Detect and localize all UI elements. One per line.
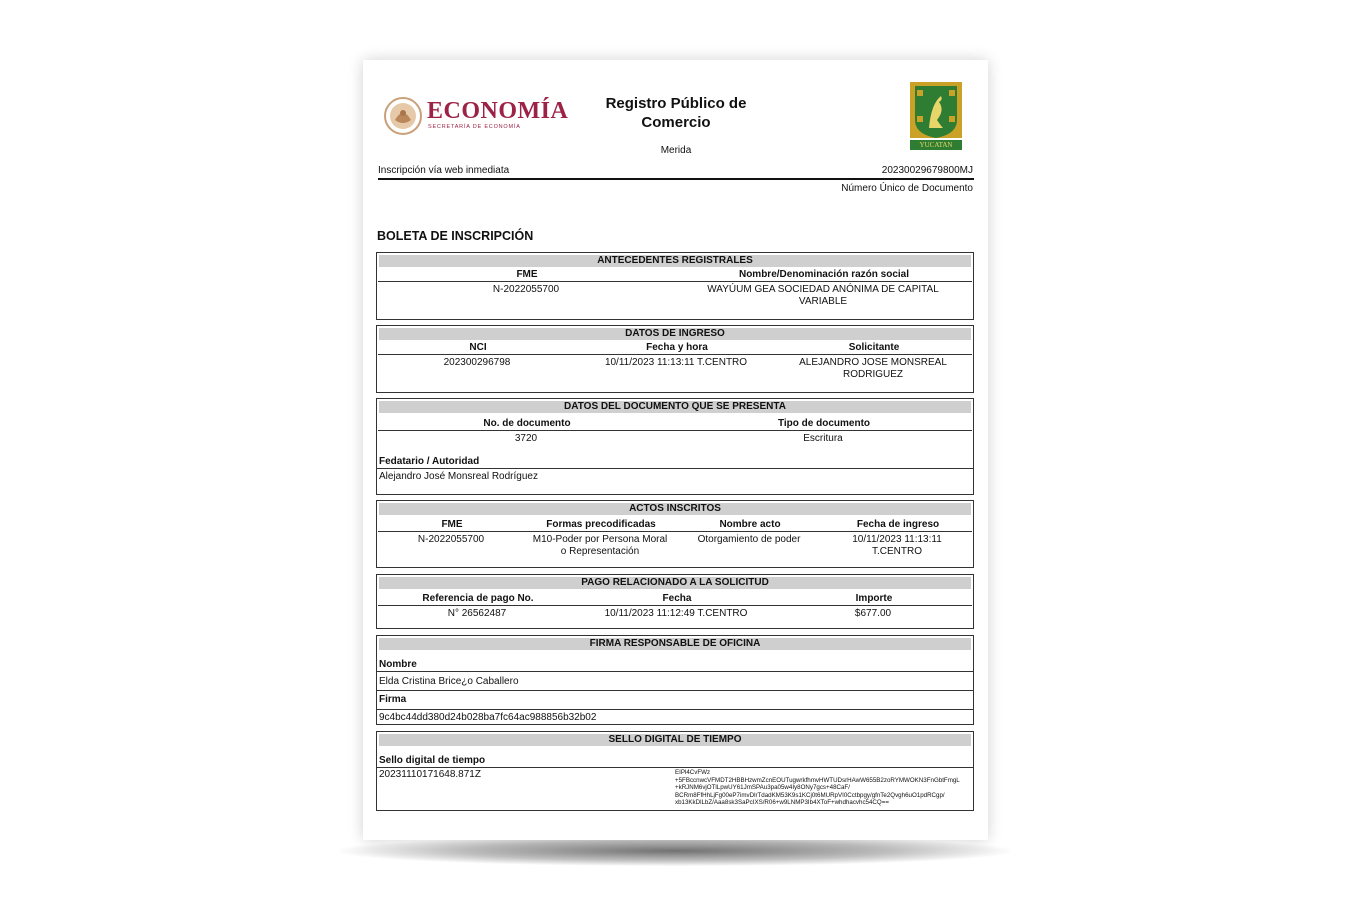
col-nombre: Nombre/Denominación razón social xyxy=(738,269,910,280)
table-header-row xyxy=(378,340,972,355)
table-header-row xyxy=(378,517,972,532)
section-heading: ANTECEDENTES REGISTRALES xyxy=(379,255,971,267)
section-heading: PAGO RELACIONADO A LA SOLICITUD xyxy=(379,577,971,589)
col-tipo-documento: Tipo de documento xyxy=(777,418,871,429)
section-heading: DATOS DE INGRESO xyxy=(379,328,971,340)
nci-value: 202300296798 xyxy=(443,357,511,368)
shield-label: YUCATAN xyxy=(919,141,953,149)
fecha-line: T.CENTRO xyxy=(872,546,922,557)
section-heading: DATOS DEL DOCUMENTO QUE SE PRESENTA xyxy=(379,401,971,413)
sello-hash: EIPl4CvFWz +5FBccnwcVFMDT2HBBHzwmZcnEOUTugwrkfhmvHWTUDsrHAwW655B2zoRYMWOKN3FnGbtFmgL +kRJNM6vjOTlLpwUY61JmSPAu3pa05w4Iy8ONy7gcs+48CaF/ BCRm8FfHhLjFg00eP7imvDlrTdadKM53K9s1KCj0t6MURpVI0Cctbpgy/gfnTe2Qvgh6uO1pdRCgp/ xb13KkDlLbZ/Aaa8sk3SaPcIXS/R06+w9LNMP3Ib4XToF+whdhacvhc54CQ== xyxy=(675,769,960,806)
table-row xyxy=(377,282,973,308)
city-label: Merida xyxy=(660,145,692,156)
section-firma xyxy=(376,635,974,725)
boleta-title: BOLETA DE INSCRIPCIÓN xyxy=(377,229,534,243)
col-fme: FME xyxy=(441,519,463,530)
col-fecha: Fecha y hora xyxy=(646,342,708,353)
acto-formas-value xyxy=(525,534,675,558)
section-sello xyxy=(376,731,974,811)
col-nci: NCI xyxy=(469,342,487,353)
col-fme: FME xyxy=(516,269,538,280)
col-fecha-ingreso: Fecha de ingreso xyxy=(856,519,940,530)
nombre-line: VARIABLE xyxy=(798,296,848,307)
fme-value: N-2022055700 xyxy=(492,284,560,295)
table-row xyxy=(377,431,973,445)
document-number: 20230029679800MJ xyxy=(881,165,973,176)
mexico-seal-icon xyxy=(383,96,423,136)
table-row xyxy=(377,355,973,381)
document-title: Registro Público de Comercio xyxy=(605,95,747,131)
solicitante-line: RODRIGUEZ xyxy=(843,369,903,380)
col-nombre-acto: Nombre acto xyxy=(719,519,781,530)
fedatario-value: Alejandro José Monsreal Rodríguez xyxy=(377,468,973,484)
table-header-row xyxy=(378,416,972,431)
firma-label: Firma xyxy=(377,690,973,709)
table-row xyxy=(377,532,973,558)
header-divider xyxy=(378,178,974,180)
sello-label: Sello digital de tiempo xyxy=(377,755,973,768)
fecha-line: 10/11/2023 11:13:11 xyxy=(852,534,942,545)
table-header-row xyxy=(378,267,972,282)
fecha-value: 10/11/2023 11:13:11 T.CENTRO xyxy=(604,357,748,368)
inscription-type: Inscripción vía web inmediata xyxy=(378,165,510,176)
firma-nombre-value: Elda Cristina Brice¿o Caballero xyxy=(377,671,973,690)
section-heading: SELLO DIGITAL DE TIEMPO xyxy=(379,734,971,746)
section-heading: ACTOS INSCRITOS xyxy=(379,503,971,515)
formas-line: o Representación xyxy=(560,546,640,557)
tipo-documento-value: Escritura xyxy=(803,433,843,444)
col-no-documento: No. de documento xyxy=(483,418,571,429)
page-shadow xyxy=(340,836,1010,866)
col-referencia: Referencia de pago No. xyxy=(422,593,534,604)
col-formas: Formas precodificadas xyxy=(546,519,656,530)
economia-logo xyxy=(383,96,569,136)
table-header-row xyxy=(378,591,972,606)
section-documento xyxy=(376,398,974,495)
economia-logo-title: ECONOMÍA xyxy=(427,98,569,124)
solicitante-line: ALEJANDRO JOSE MONSREAL xyxy=(799,357,947,368)
acto-nombre-value: Otorgamiento de poder xyxy=(697,534,801,545)
firma-value: 9c4bc44dd380d24b028ba7fc64ac988856b32b02 xyxy=(377,709,973,726)
importe-value: $677.00 xyxy=(854,608,892,619)
formas-line: M10-Poder por Persona Moral xyxy=(532,534,668,545)
nombre-value xyxy=(675,284,971,308)
pago-fecha-value: 10/11/2023 11:12:49 T.CENTRO xyxy=(604,608,748,619)
section-ingreso xyxy=(376,325,974,393)
acto-fme-value: N-2022055700 xyxy=(417,534,485,545)
document-page xyxy=(363,60,988,840)
section-actos xyxy=(376,500,974,568)
solicitante-value xyxy=(775,357,971,381)
no-documento-value: 3720 xyxy=(514,433,538,444)
firma-nombre-label: Nombre xyxy=(379,659,417,670)
document-number-label: Número Único de Documento xyxy=(841,183,973,194)
economia-logo-subtitle: SECRETARÍA DE ECONOMÍA xyxy=(428,124,521,130)
acto-fecha-value xyxy=(823,534,971,558)
col-solicitante: Solicitante xyxy=(848,342,900,353)
nombre-line: WAYÚUM GEA SOCIEDAD ANÓNIMA DE CAPITAL xyxy=(707,284,939,295)
sello-value: 20231110171648.871Z xyxy=(379,769,481,780)
referencia-value: N° 26562487 xyxy=(447,608,507,619)
section-heading: FIRMA RESPONSABLE DE OFICINA xyxy=(379,638,971,650)
section-pago xyxy=(376,574,974,629)
section-antecedentes xyxy=(376,252,974,320)
col-fecha: Fecha xyxy=(662,593,692,604)
yucatan-shield xyxy=(907,80,965,152)
table-row xyxy=(377,606,973,620)
col-importe: Importe xyxy=(855,593,893,604)
fedatario-label: Fedatario / Autoridad xyxy=(379,456,480,467)
